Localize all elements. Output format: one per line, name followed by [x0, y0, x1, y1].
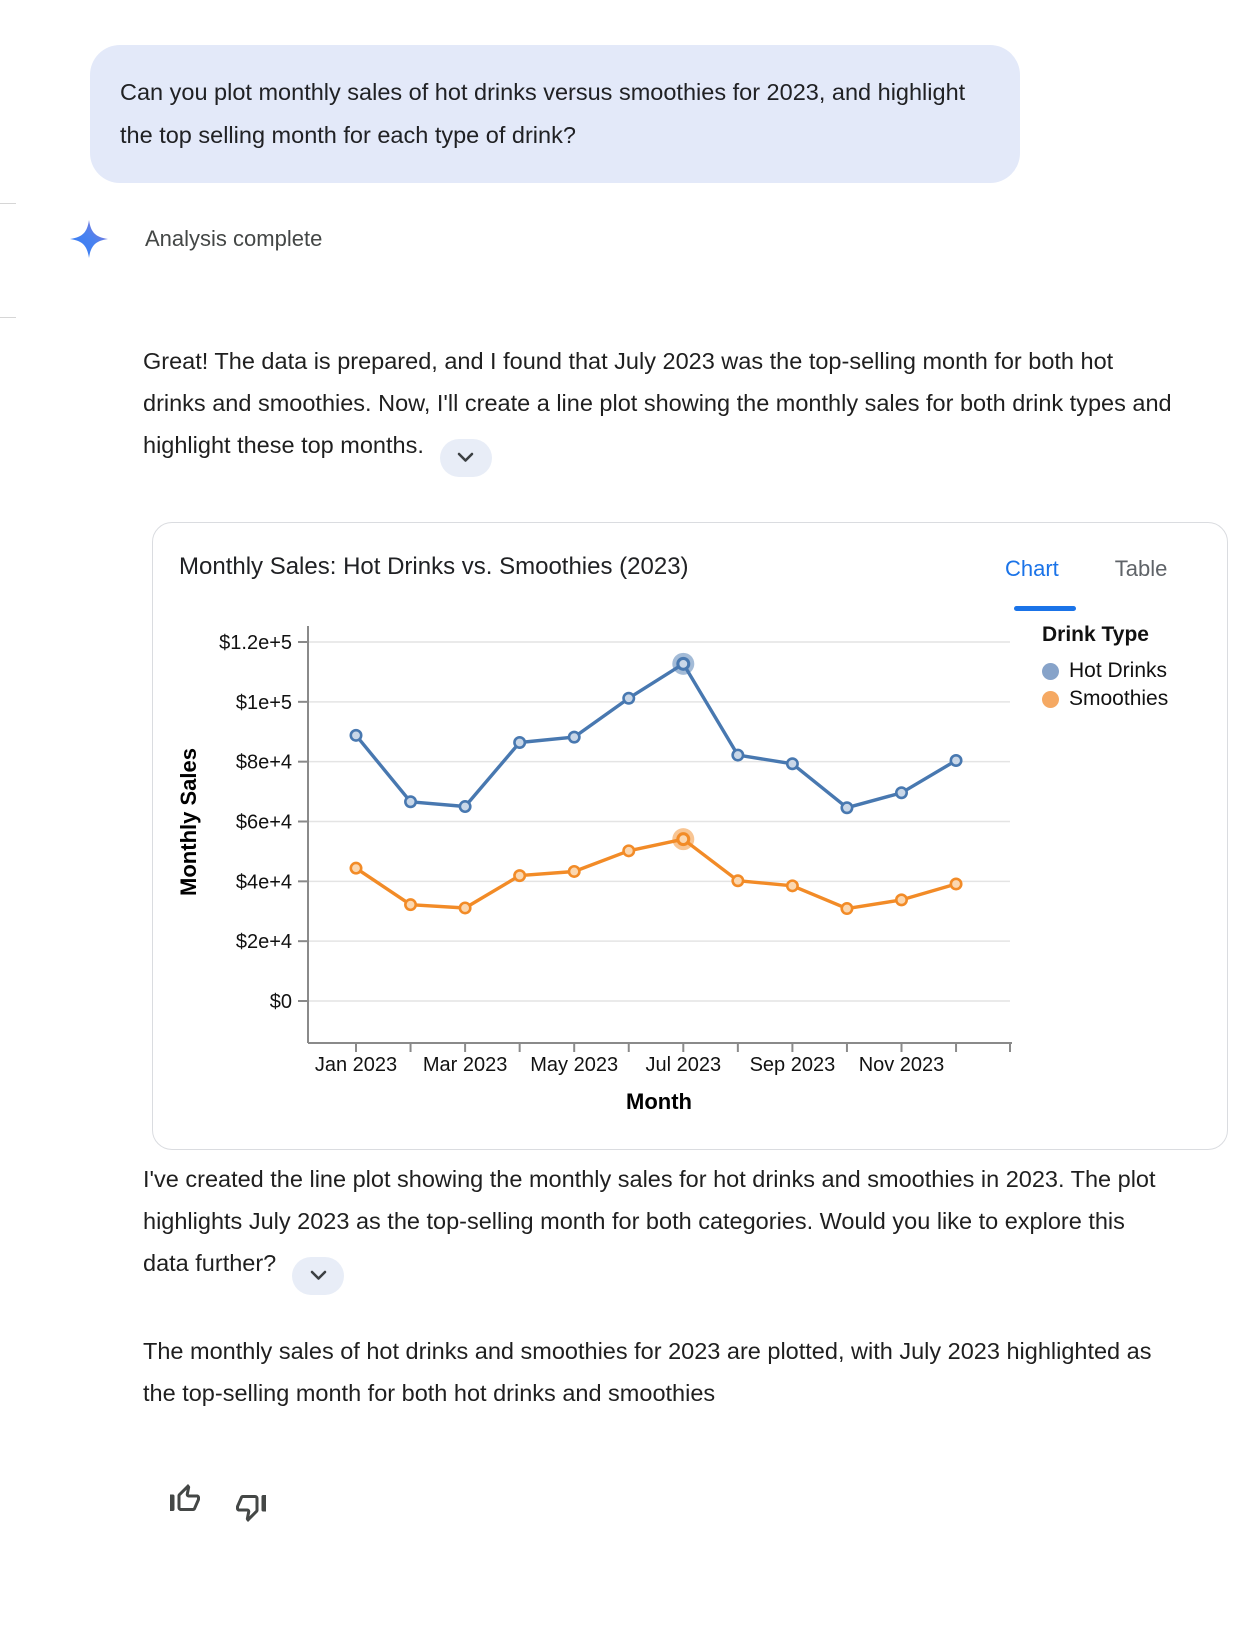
data-point: [460, 903, 470, 913]
x-axis-tick-label: Mar 2023: [422, 1054, 508, 1076]
thumbs-up-icon: [167, 1481, 203, 1517]
data-point: [678, 834, 688, 844]
legend-label: Hot Drinks: [1069, 659, 1168, 682]
legend-label: Smoothies: [1069, 687, 1169, 710]
y-axis-tick-label: $8e+4: [235, 751, 292, 774]
chevron-down-icon: [457, 452, 474, 463]
data-point: [351, 863, 361, 873]
user-message-bubble: [90, 45, 1020, 183]
data-point: [842, 803, 852, 813]
data-point: [405, 797, 415, 807]
user-message-text: Can you plot monthly sales of hot drinks versus smoothies for 2023, and highlight the top selling month for each type of drink?: [120, 79, 966, 148]
thumbs-up-button[interactable]: [163, 1478, 207, 1522]
assistant-message-summary-text: The monthly sales of hot drinks and smoothies for 2023 are plotted, with July 2023 highlighted as the top-selling month for both hot drinks and smoothies: [143, 1338, 1152, 1406]
data-point: [569, 732, 579, 742]
thumbs-down-button[interactable]: [229, 1486, 273, 1530]
assistant-message-intro-text: Great! The data is prepared, and I found that July 2023 was the top-selling month for both hot drinks and smoothies. Now, I'll create a line plot showing the monthly sales for both drink types and highlight these top months.: [143, 348, 1172, 458]
chart-title: Monthly Sales: Hot Drinks vs. Smoothies (2023): [179, 553, 689, 580]
data-point: [787, 759, 797, 769]
data-point: [678, 659, 688, 669]
data-point: [951, 755, 961, 765]
y-axis-tick-label: $0: [269, 991, 292, 1013]
data-point: [405, 899, 415, 909]
data-point: [624, 693, 634, 703]
data-point: [514, 870, 524, 880]
data-point: [951, 879, 961, 889]
x-axis-tick-label: Jan 2023: [314, 1054, 398, 1076]
data-point: [733, 876, 743, 886]
x-axis-tick-label: Sep 2023: [749, 1054, 836, 1076]
expand-details-button[interactable]: [440, 439, 492, 477]
x-axis-tick-label: Nov 2023: [858, 1054, 945, 1076]
data-point: [733, 750, 743, 760]
y-axis-tick-label: $2e+4: [235, 931, 292, 954]
y-axis-tick-label: $4e+4: [235, 871, 292, 894]
data-point: [842, 903, 852, 913]
tab-chart[interactable]: Chart: [1005, 556, 1059, 581]
expand-details-button[interactable]: [292, 1257, 344, 1295]
assistant-message-plot-created: [143, 1158, 1173, 1295]
line-chart: [153, 523, 1229, 1151]
data-point: [896, 788, 906, 798]
x-axis-title: Month: [626, 1089, 692, 1114]
data-point: [624, 846, 634, 856]
tab-table[interactable]: Table: [1114, 556, 1168, 581]
feedback-row: [163, 1478, 273, 1530]
y-axis-title: Monthly Sales: [176, 748, 201, 896]
left-edge-divider: [0, 203, 16, 204]
legend-title: Drink Type: [1042, 623, 1149, 646]
analysis-status-row: [70, 220, 322, 258]
data-point: [787, 881, 797, 891]
assistant-message-plot-created-text: I've created the line plot showing the monthly sales for hot drinks and smoothies in 2023. The plot highlights July 2023 as the top-selling month for both categories. Would you like to explore this data further?: [143, 1166, 1156, 1276]
gemini-sparkle-icon: [70, 220, 108, 258]
analysis-status-label: Analysis complete: [145, 226, 323, 251]
x-axis-tick-label: Jul 2023: [645, 1054, 722, 1076]
assistant-message-summary: [143, 1330, 1173, 1414]
y-axis-tick-label: $1.2e+5: [219, 632, 292, 654]
data-point: [896, 895, 906, 905]
chevron-down-icon: [310, 1270, 327, 1281]
chart-card: [152, 522, 1228, 1150]
assistant-message-intro: [143, 340, 1173, 477]
data-point: [351, 730, 361, 740]
left-edge-divider: [0, 317, 16, 318]
y-axis-tick-label: $6e+4: [235, 811, 292, 834]
y-axis-tick-label: $1e+5: [235, 691, 292, 714]
data-point: [460, 801, 470, 811]
data-point: [514, 737, 524, 747]
data-point: [569, 866, 579, 876]
thumbs-down-icon: [233, 1489, 269, 1525]
x-axis-tick-label: May 2023: [530, 1054, 619, 1076]
